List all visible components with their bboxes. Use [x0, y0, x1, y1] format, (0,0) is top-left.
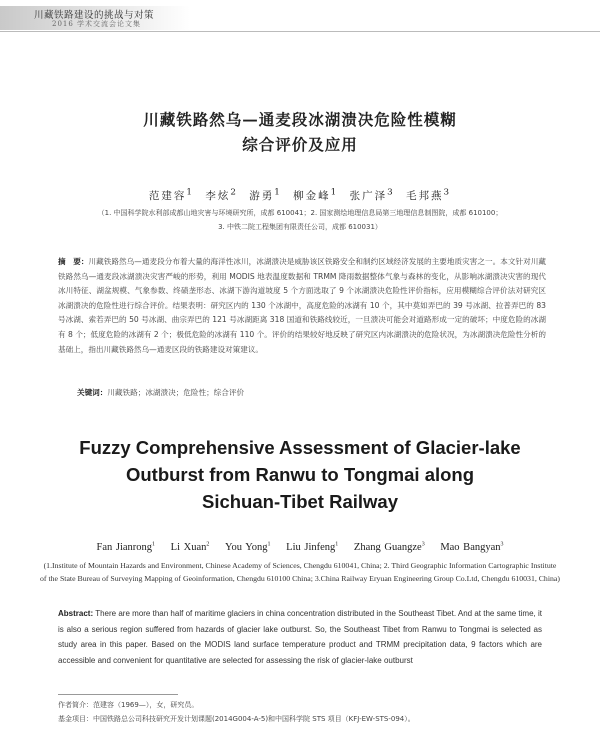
cn-affiliation-line1: （1. 中国科学院水利部成都山地灾害与环境研究所，成都 610041；2. 国家测绘地理信息局第三地理信息制图院，成都 610100；: [97, 209, 503, 217]
cn-author: 毛邦燕$^3$: [406, 187, 452, 202]
cn-author: 游勇$^1$: [249, 187, 282, 202]
header-rule: [0, 31, 600, 32]
en-title-line3: Sichuan-Tibet Railway: [201, 491, 398, 512]
en-author: Fan Jianrong$^1$: [96, 541, 156, 553]
cn-keywords-text: 川藏铁路；冰湖溃决；危险性；综合评价: [107, 388, 245, 397]
cn-author: 范建容$^1$: [148, 187, 194, 202]
running-header-subtitle: 2016 学术交流会论文集: [52, 20, 142, 28]
en-abstract-text: There are more than half of maritime glaciers in china concentration distributed in the Southeast Tibet. And at the same time, it is also a serious region suffered from hazards of glacier lake outburst. So, the Southeast Tibet from Ranwu to Tongmai is selected as study area in this paper. Based on the MODIS land surface temperature product and TRMM precipitation data, 9 factors which are accessible and convenient for quantitative are selected for assessing the risk of glacier-lake outburst: [58, 609, 542, 665]
en-author: Li Xuan$^2$: [170, 541, 210, 553]
cn-author-list: [40, 188, 560, 203]
cn-author: 李炫$^2$: [205, 187, 238, 202]
en-title-line1: Fuzzy Comprehensive Assessment of Glacier-lake: [79, 437, 521, 458]
cn-author: 柳金峰$^1$: [293, 187, 339, 202]
cn-abstract-label: 摘 要：: [58, 257, 89, 266]
cn-title-line1: 川藏铁路然乌—通麦段冰湖溃决危险性模糊: [143, 110, 457, 129]
en-author: Mao Bangyan$^3$: [440, 541, 504, 553]
cn-keywords-label: 关键词：: [77, 388, 108, 397]
cn-abstract: [58, 255, 546, 357]
cn-title-line2: 综合评价及应用: [242, 135, 358, 154]
footnote-funding: 基金项目：中国铁路总公司科技研究开发计划课题(2014G004-A-5)和中国科学院 STS 项目（KFJ-EW-STS-094）。: [58, 715, 415, 723]
cn-keywords: [77, 387, 547, 398]
cn-abstract-text: 川藏铁路然乌—通麦段分布着大量的海洋性冰川，冰湖溃决是威胁该区铁路安全和制约区域经济发展的主要地质灾害之一。本文针对川藏铁路然乌—通麦段冰湖溃决灾害严峻的形势，利用 MODIS 地表温度数据和 TRMM 降雨数据整体气象与森林的变化，从影响冰湖溃决灾害的现代冰川特征、湖盆规模、气象参数、终碛垄形态、冰湖下游沟道坡度 5 个方面选取了 9 个冰湖溃决危险性评价指标，应用模糊综合评价法对研究区冰湖溃决的危险性进行综合评价。结果表明：研究区内的 130 个冰湖中，高度危险的冰湖有 10 个，其中莫如弄巴的 39 号冰湖、拉普弄巴的 83 号冰湖、索若弄巴的 50 号冰湖、曲宗弄巴的 121 号冰湖距离 318 国道和铁路线较近，一旦溃决可能会对道路形成一定的破坏；中度危险的冰湖有 8 个；低度危险的冰湖有 2 个；极低危险的冰湖有 110 个。评价的结果较好地反映了研究区内冰湖溃决的危险状况，为冰湖溃决危险性分析的基础上，指出川藏铁路然乌—通麦区段的铁路建设对策建议。: [58, 257, 547, 354]
en-author: Zhang Guangze$^3$: [353, 541, 425, 553]
running-header-title: 川藏铁路建设的挑战与对策: [34, 10, 155, 21]
en-author: You Yong$^1$: [224, 541, 271, 553]
cn-affiliation-line2: 3. 中铁二院工程集团有限责任公司，成都 610031）: [218, 223, 382, 231]
en-author-list: [40, 542, 560, 553]
en-author: Liu Jinfeng$^1$: [286, 541, 339, 553]
en-title-line2: Outburst from Ranwu to Tongmai along: [125, 464, 475, 485]
footnote-rule: [58, 694, 178, 695]
cn-author: 张广泽$^3$: [349, 187, 395, 202]
footnote-author-bio: 作者简介：范建容（1969—），女，研究员。: [58, 701, 199, 709]
en-abstract: [58, 606, 542, 668]
en-abstract-label: Abstract:: [58, 609, 94, 618]
en-affiliation: (1.Institute of Mountain Hazards and Environment, Chinese Academy of Sciences, Chengdu 610041, China; 2. Third Geographic Information Cartographic Institute of the State Bureau of Surveying Mapping of Geoinformation, Chengdu 610100 China; 3.China Railway Eryuan Engineering Group Co.Ltd, Chengdu 610031, China): [40, 561, 560, 583]
